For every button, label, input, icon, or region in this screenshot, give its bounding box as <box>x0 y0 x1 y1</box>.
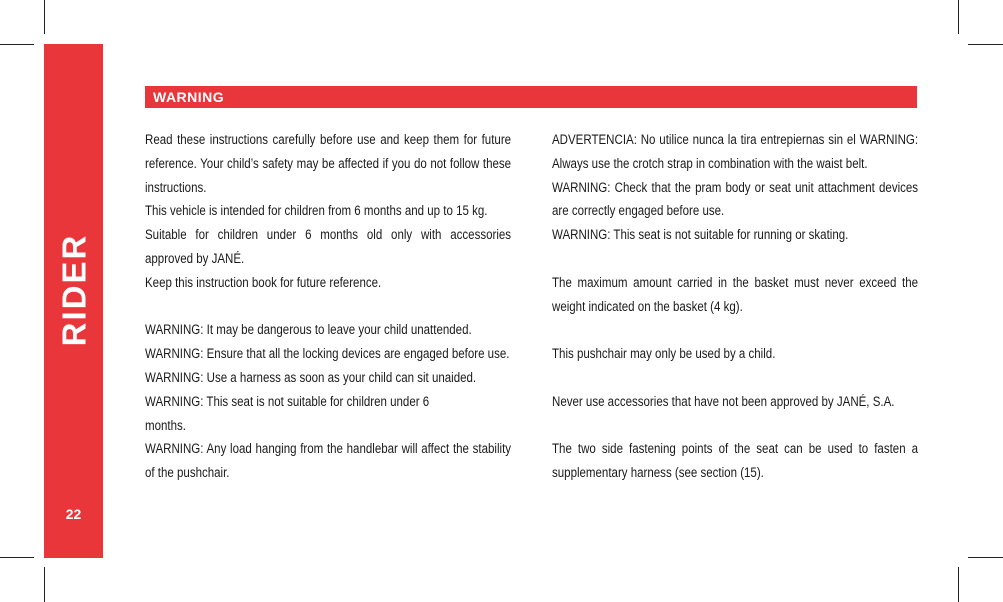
paragraph: Never use accessories that have not been approved by JANÉ, S.A. <box>552 393 895 409</box>
paragraph: WARNING: Ensure that all the locking devices are engaged before use. <box>145 346 510 362</box>
crop-mark <box>44 567 45 602</box>
crop-mark <box>958 567 959 602</box>
spacer <box>552 414 918 438</box>
spacer <box>552 247 918 271</box>
right-column <box>552 128 918 485</box>
crop-mark <box>0 44 34 45</box>
paragraph: The maximum amount carried in the basket must never exceed the weight indicated on the basket (4 kg). <box>552 274 919 314</box>
spacer <box>552 318 918 342</box>
warning-header <box>145 86 917 108</box>
side-title-text: RIDER <box>55 233 92 347</box>
left-column <box>145 128 511 485</box>
paragraph: WARNING: Use a harness as soon as your child can sit unaided. <box>145 369 477 385</box>
paragraph: WARNING: This seat is not suitable for running or skating. <box>552 227 849 243</box>
paragraph: WARNING: Check that the pram body or seat unit attachment devices are correctly engaged before use. <box>552 179 919 219</box>
paragraph: This pushchair may only be used by a child. <box>552 346 776 362</box>
paragraph: Keep this instruction book for future reference. <box>145 274 382 290</box>
spacer <box>552 366 918 390</box>
warning-header-label: WARNING <box>153 89 225 105</box>
paragraph: The two side fastening points of the seat can be used to fasten a supplementary harness (see section (15). <box>552 441 919 481</box>
paragraph: months. <box>145 417 186 433</box>
page-number: 22 <box>65 506 82 522</box>
paragraph: ADVERTENCIA: No utilice nunca la tira entrepiernas sin el WARNING: Always use the crotch strap in combination with the waist belt. <box>552 132 919 171</box>
paragraph: WARNING: This seat is not suitable for children under 6 <box>145 393 430 409</box>
paragraph: WARNING: It may be dangerous to leave your child unattended. <box>145 322 472 338</box>
paragraph: WARNING: Any load hanging from the handlebar will affect the stability of the pushchair. <box>145 441 512 481</box>
paragraph: This vehicle is intended for children from 6 months and up to 15 kg. <box>145 203 488 219</box>
crop-mark <box>0 557 34 558</box>
paragraph: Read these instructions carefully before use and keep them for future reference. Your child’s safety may be affected if you do not follow these instructions. <box>145 132 512 195</box>
paragraph: Suitable for children under 6 months old only with accessories approved by JANÉ. <box>145 227 512 266</box>
crop-mark <box>44 0 45 34</box>
crop-mark <box>958 0 959 34</box>
crop-mark <box>968 44 1003 45</box>
spacer <box>145 295 511 319</box>
crop-mark <box>968 557 1003 558</box>
